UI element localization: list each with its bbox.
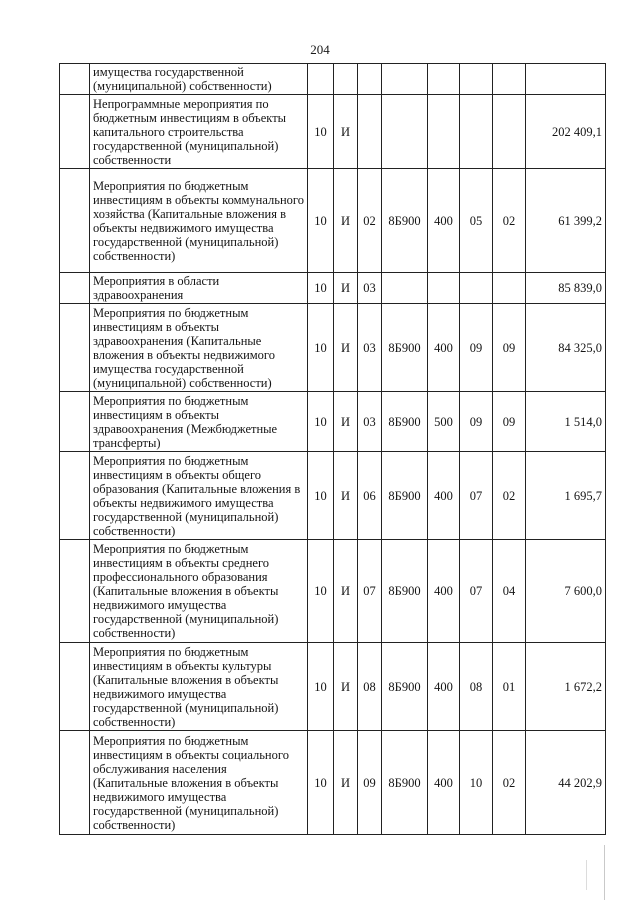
- row-number-cell: [60, 304, 90, 392]
- row-number-cell: [60, 540, 90, 643]
- code-cell: 400: [428, 452, 460, 540]
- table-row: [60, 95, 606, 169]
- table-row: [60, 273, 606, 304]
- code-cell: 01: [493, 643, 526, 731]
- code-cell: [382, 273, 428, 304]
- code-cell: 09: [460, 392, 493, 452]
- code-cell: 10: [308, 169, 334, 273]
- code-cell: 02: [493, 169, 526, 273]
- code-cell: [428, 64, 460, 95]
- code-cell: 10: [460, 731, 493, 835]
- code-cell: 02: [493, 731, 526, 835]
- sum-cell: 1 695,7: [526, 452, 606, 540]
- row-name-cell: Мероприятия по бюджетным инвестициям в объекты коммунального хозяйства (Капитальные вложения в объекты недвижимого имущества государственной (муниципальной) собственности): [90, 169, 308, 273]
- row-number-cell: [60, 643, 90, 731]
- code-cell: 06: [358, 452, 382, 540]
- code-cell: 400: [428, 169, 460, 273]
- code-cell: [428, 273, 460, 304]
- code-cell: 10: [308, 304, 334, 392]
- code-cell: 07: [460, 452, 493, 540]
- code-cell: [308, 64, 334, 95]
- page-number: 204: [310, 42, 330, 57]
- code-cell: 03: [358, 392, 382, 452]
- row-name-cell: Мероприятия в области здравоохранения: [90, 273, 308, 304]
- row-name-cell: имущества государственной (муниципальной) собственности): [90, 64, 308, 95]
- row-name-cell: Мероприятия по бюджетным инвестициям в объекты социального обслуживания населения (Капитальные вложения в объекты недвижимого имущества государственной (муниципальной) собственности): [90, 731, 308, 835]
- sum-cell: 7 600,0: [526, 540, 606, 643]
- code-cell: 08: [460, 643, 493, 731]
- code-cell: 07: [358, 540, 382, 643]
- code-cell: 8Б900: [382, 452, 428, 540]
- code-cell: [334, 64, 358, 95]
- code-cell: [382, 95, 428, 169]
- code-cell: 400: [428, 643, 460, 731]
- table-row: [60, 169, 606, 273]
- sum-cell: [526, 64, 606, 95]
- code-cell: 8Б900: [382, 540, 428, 643]
- code-cell: 10: [308, 643, 334, 731]
- sum-cell: 61 399,2: [526, 169, 606, 273]
- code-cell: 02: [493, 452, 526, 540]
- code-cell: 400: [428, 304, 460, 392]
- code-cell: 05: [460, 169, 493, 273]
- row-name-cell: Мероприятия по бюджетным инвестициям в объекты культуры (Капитальные вложения в объекты недвижимого имущества государственной (муниципальной) собственности): [90, 643, 308, 731]
- table-row: [60, 452, 606, 540]
- code-cell: 10: [308, 95, 334, 169]
- scan-edge-line: [604, 845, 605, 900]
- code-cell: И: [334, 540, 358, 643]
- sum-cell: 44 202,9: [526, 731, 606, 835]
- code-cell: 09: [358, 731, 382, 835]
- scan-edge-line: [586, 860, 587, 890]
- code-cell: 10: [308, 392, 334, 452]
- row-number-cell: [60, 273, 90, 304]
- table-row: [60, 64, 606, 95]
- row-number-cell: [60, 95, 90, 169]
- code-cell: И: [334, 169, 358, 273]
- code-cell: И: [334, 643, 358, 731]
- code-cell: [460, 64, 493, 95]
- code-cell: 02: [358, 169, 382, 273]
- code-cell: 04: [493, 540, 526, 643]
- sum-cell: 202 409,1: [526, 95, 606, 169]
- code-cell: И: [334, 273, 358, 304]
- code-cell: 8Б900: [382, 392, 428, 452]
- code-cell: И: [334, 392, 358, 452]
- code-cell: 8Б900: [382, 304, 428, 392]
- code-cell: 10: [308, 731, 334, 835]
- row-name-cell: Мероприятия по бюджетным инвестициям в объекты общего образования (Капитальные вложения в объекты недвижимого имущества государственной (муниципальной) собственности): [90, 452, 308, 540]
- code-cell: [460, 273, 493, 304]
- code-cell: 8Б900: [382, 643, 428, 731]
- table-body: [60, 64, 606, 835]
- budget-allocation-table: [59, 63, 606, 835]
- code-cell: [358, 64, 382, 95]
- table-row: [60, 540, 606, 643]
- code-cell: 08: [358, 643, 382, 731]
- table-row: [60, 731, 606, 835]
- table-row: [60, 304, 606, 392]
- row-number-cell: [60, 169, 90, 273]
- code-cell: 09: [460, 304, 493, 392]
- code-cell: [358, 95, 382, 169]
- sum-cell: 84 325,0: [526, 304, 606, 392]
- row-name-cell: Мероприятия по бюджетным инвестициям в объекты здравоохранения (Межбюджетные трансферты): [90, 392, 308, 452]
- sum-cell: 1 514,0: [526, 392, 606, 452]
- code-cell: [493, 64, 526, 95]
- code-cell: 03: [358, 273, 382, 304]
- code-cell: И: [334, 304, 358, 392]
- row-number-cell: [60, 452, 90, 540]
- code-cell: И: [334, 452, 358, 540]
- code-cell: [428, 95, 460, 169]
- code-cell: 10: [308, 452, 334, 540]
- row-number-cell: [60, 392, 90, 452]
- code-cell: 07: [460, 540, 493, 643]
- row-number-cell: [60, 731, 90, 835]
- code-cell: [382, 64, 428, 95]
- code-cell: 400: [428, 731, 460, 835]
- sum-cell: 85 839,0: [526, 273, 606, 304]
- code-cell: 400: [428, 540, 460, 643]
- table-row: [60, 643, 606, 731]
- row-name-cell: Мероприятия по бюджетным инвестициям в объекты среднего профессионального образования (Капитальные вложения в объекты недвижимого имущества государственной (муниципальной) собственности): [90, 540, 308, 643]
- code-cell: 09: [493, 392, 526, 452]
- code-cell: 09: [493, 304, 526, 392]
- code-cell: 10: [308, 540, 334, 643]
- code-cell: 10: [308, 273, 334, 304]
- row-name-cell: Мероприятия по бюджетным инвестициям в объекты здравоохранения (Капитальные вложения в объекты недвижимого имущества государственной (муниципальной) собственности): [90, 304, 308, 392]
- row-name-cell: Непрограммные мероприятия по бюджетным инвестициям в объекты капитального строительства государственной (муниципальной) собственности: [90, 95, 308, 169]
- code-cell: 8Б900: [382, 169, 428, 273]
- sum-cell: 1 672,2: [526, 643, 606, 731]
- table-row: [60, 392, 606, 452]
- code-cell: 8Б900: [382, 731, 428, 835]
- code-cell: [493, 273, 526, 304]
- code-cell: И: [334, 731, 358, 835]
- code-cell: 03: [358, 304, 382, 392]
- code-cell: 500: [428, 392, 460, 452]
- code-cell: [493, 95, 526, 169]
- code-cell: И: [334, 95, 358, 169]
- code-cell: [460, 95, 493, 169]
- row-number-cell: [60, 64, 90, 95]
